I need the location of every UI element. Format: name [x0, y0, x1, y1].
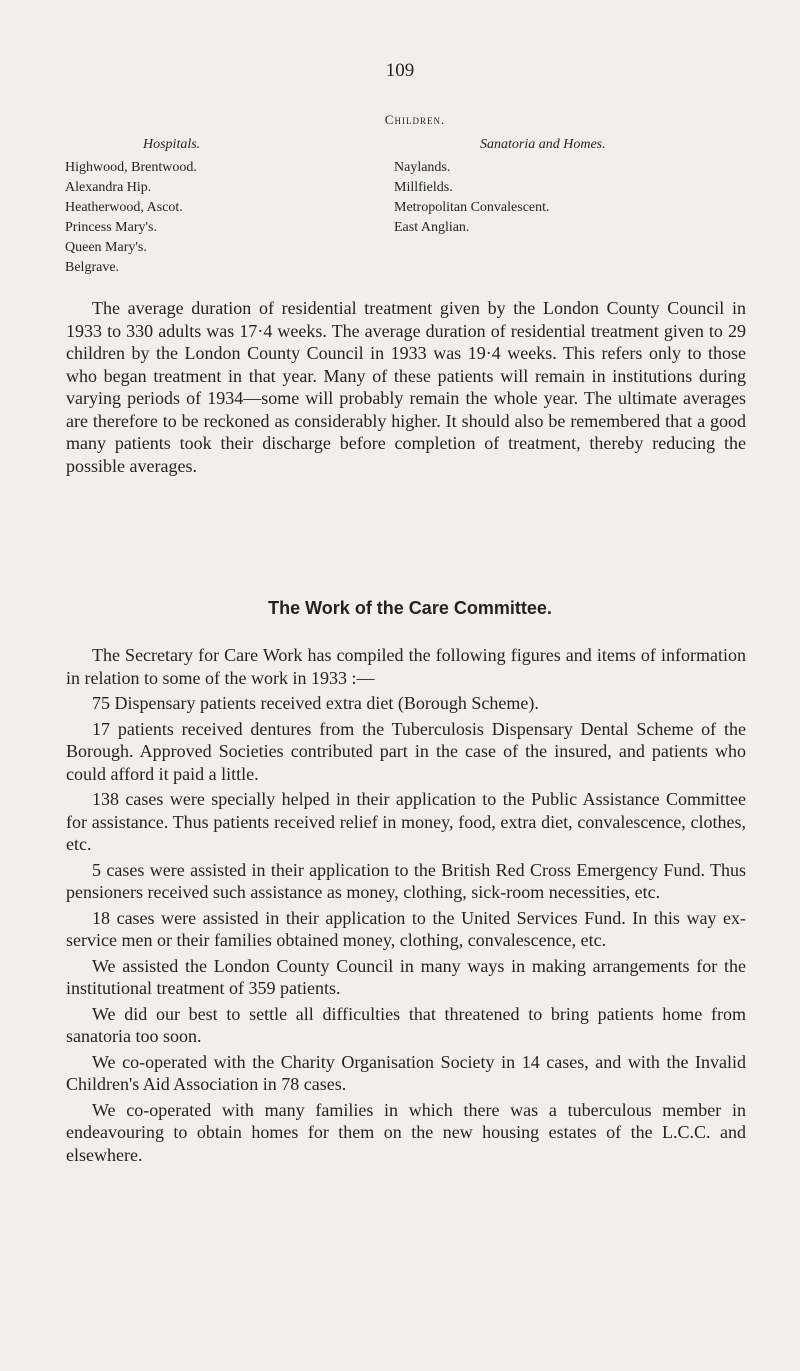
intro-paragraph: The average duration of residential treatment given by the London County Council in 1933 to 330 adults was 17·4 weeks. The average duration of residential treatment given to 29 children by the London County Council in 1933 was 19·4 weeks. This refers only to those who began treatment in that year. Many of these patients will remain in institutions during varying periods of 1934—some will probably remain the whole year. The ultimate averages are therefore to be reckoned as considerably higher. It should also be remembered that a good many patients took their discharge before completion of treatment, thereby reducing the possible averages. [66, 298, 746, 476]
sanatorium-item: Naylands. [394, 160, 451, 175]
hospital-item: Queen Mary's. [65, 240, 147, 255]
sanatorium-item: Metropolitan Convalescent. [394, 200, 550, 215]
section-heading: The Work of the Care Committee. [268, 598, 552, 618]
work-paragraph: 138 cases were specially helped in their application to the Public Assistance Committee for assistance. Thus patients received relief in money, food, extra diet, convalescence, clothes, etc. [66, 789, 746, 854]
work-paragraph: The Secretary for Care Work has compiled the following figures and items of information in relation to some of the work in 1933 :— [66, 645, 746, 688]
hospitals-heading: Hospitals. [143, 137, 201, 152]
hospital-item: Highwood, Brentwood. [65, 160, 197, 175]
sanatoria-heading: Sanatoria and Homes. [480, 137, 606, 152]
care-committee-section [66, 644, 746, 1169]
sanatorium-item: Millfields. [394, 180, 453, 195]
page-number: 109 [385, 60, 415, 81]
work-paragraph: We did our best to settle all difficulties that threatened to bring patients home from sanatoria too soon. [66, 1003, 746, 1046]
hospital-item: Alexandra Hip. [65, 180, 152, 195]
work-paragraph: 17 patients received dentures from the Tuberculosis Dispensary Dental Scheme of the Borough. Approved Societies contributed part in the case of the insured, and patients who could afford it paid a little. [66, 718, 746, 784]
work-paragraph: 75 Dispensary patients received extra diet (Borough Scheme). [92, 693, 539, 713]
work-paragraph: 5 cases were assisted in their application to the British Red Cross Emergency Fund. Thus pensioners received such assistance as money, clothing, sick-room necessities, etc. [66, 859, 746, 902]
work-paragraph: We assisted the London County Council in many ways in making arrangements for the institutional treatment of 359 patients. [66, 955, 746, 998]
hospital-item: Princess Mary's. [65, 220, 157, 235]
hospital-item: Belgrave. [65, 260, 120, 275]
hospitals-list [65, 135, 200, 278]
sanatorium-item: East Anglian. [394, 220, 470, 235]
work-paragraph: We co-operated with the Charity Organisation Society in 14 cases, and with the Invalid Children's Aid Association in 78 cases. [66, 1051, 746, 1094]
work-paragraph: 18 cases were assisted in their application to the United Services Fund. In this way ex-service men or their families obtained money, clothing, convalescence, etc. [66, 907, 746, 950]
hospital-item: Heatherwood, Ascot. [65, 200, 183, 215]
sanatoria-list [394, 135, 606, 238]
work-paragraph: We co-operated with many families in which there was a tuberculous member in endeavouring to obtain homes for them on the new housing estates of the L.C.C. and elsewhere. [66, 1099, 746, 1165]
children-heading: Children. [384, 112, 446, 127]
